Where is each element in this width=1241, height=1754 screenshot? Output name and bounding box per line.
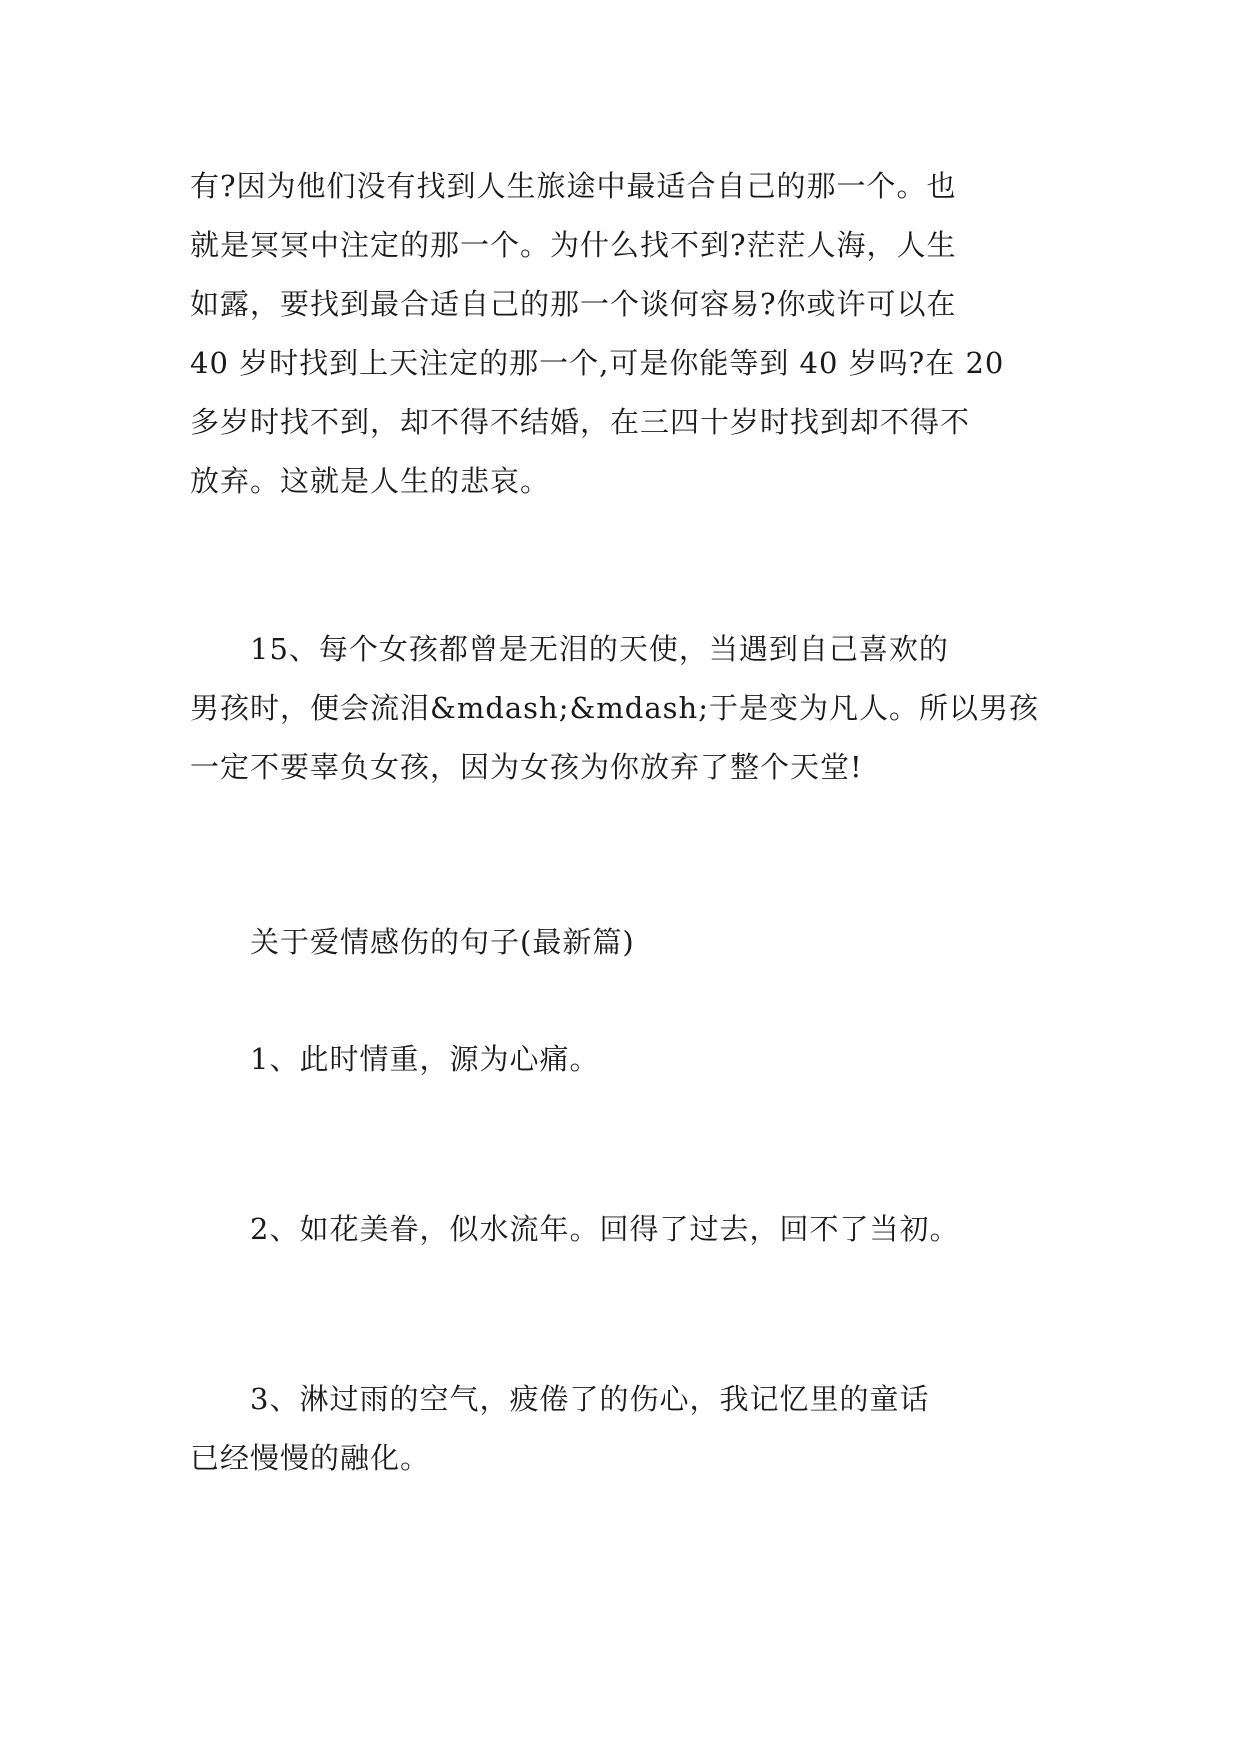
text-line: 40 岁时找到上天注定的那一个,可是你能等到 40 岁吗?在 20 — [190, 346, 1005, 380]
text-line: 3、淋过雨的空气，疲倦了的伤心，我记忆里的童话 — [190, 1382, 930, 1416]
text-line: 2、如花美眷，似水流年。回得了过去，回不了当初。 — [190, 1212, 960, 1246]
paragraph-1 — [190, 157, 1060, 511]
section-heading-text: 关于爱情感伤的句子(最新篇) — [190, 925, 635, 959]
section-heading — [190, 913, 1060, 972]
text-line: 如露，要找到最合适自己的那一个谈何容易?你或许可以在 — [190, 287, 957, 321]
list-item — [190, 1200, 1060, 1259]
text-line: 1、此时情重，源为心痛。 — [190, 1042, 600, 1076]
text-line: 已经慢慢的融化。 — [190, 1441, 431, 1475]
text-line: 一定不要辜负女孩，因为女孩为你放弃了整个天堂! — [190, 750, 863, 784]
list-item — [190, 1030, 1060, 1089]
text-line: 就是冥冥中注定的那一个。为什么找不到?茫茫人海，人生 — [190, 228, 957, 262]
text-line: 男孩时，便会流泪&mdash;&mdash;于是变为凡人。所以男孩 — [190, 691, 1039, 725]
text-line: 放弃。这就是人生的悲哀。 — [190, 464, 551, 498]
text-line: 有?因为他们没有找到人生旅途中最适合自己的那一个。也 — [190, 169, 957, 203]
text-line: 多岁时找不到，却不得不结婚，在三四十岁时找到却不得不 — [190, 405, 971, 439]
text-line: 15、每个女孩都曾是无泪的天使，当遇到自己喜欢的 — [190, 632, 949, 666]
list-item — [190, 1370, 1060, 1488]
paragraph-2 — [190, 620, 1060, 797]
